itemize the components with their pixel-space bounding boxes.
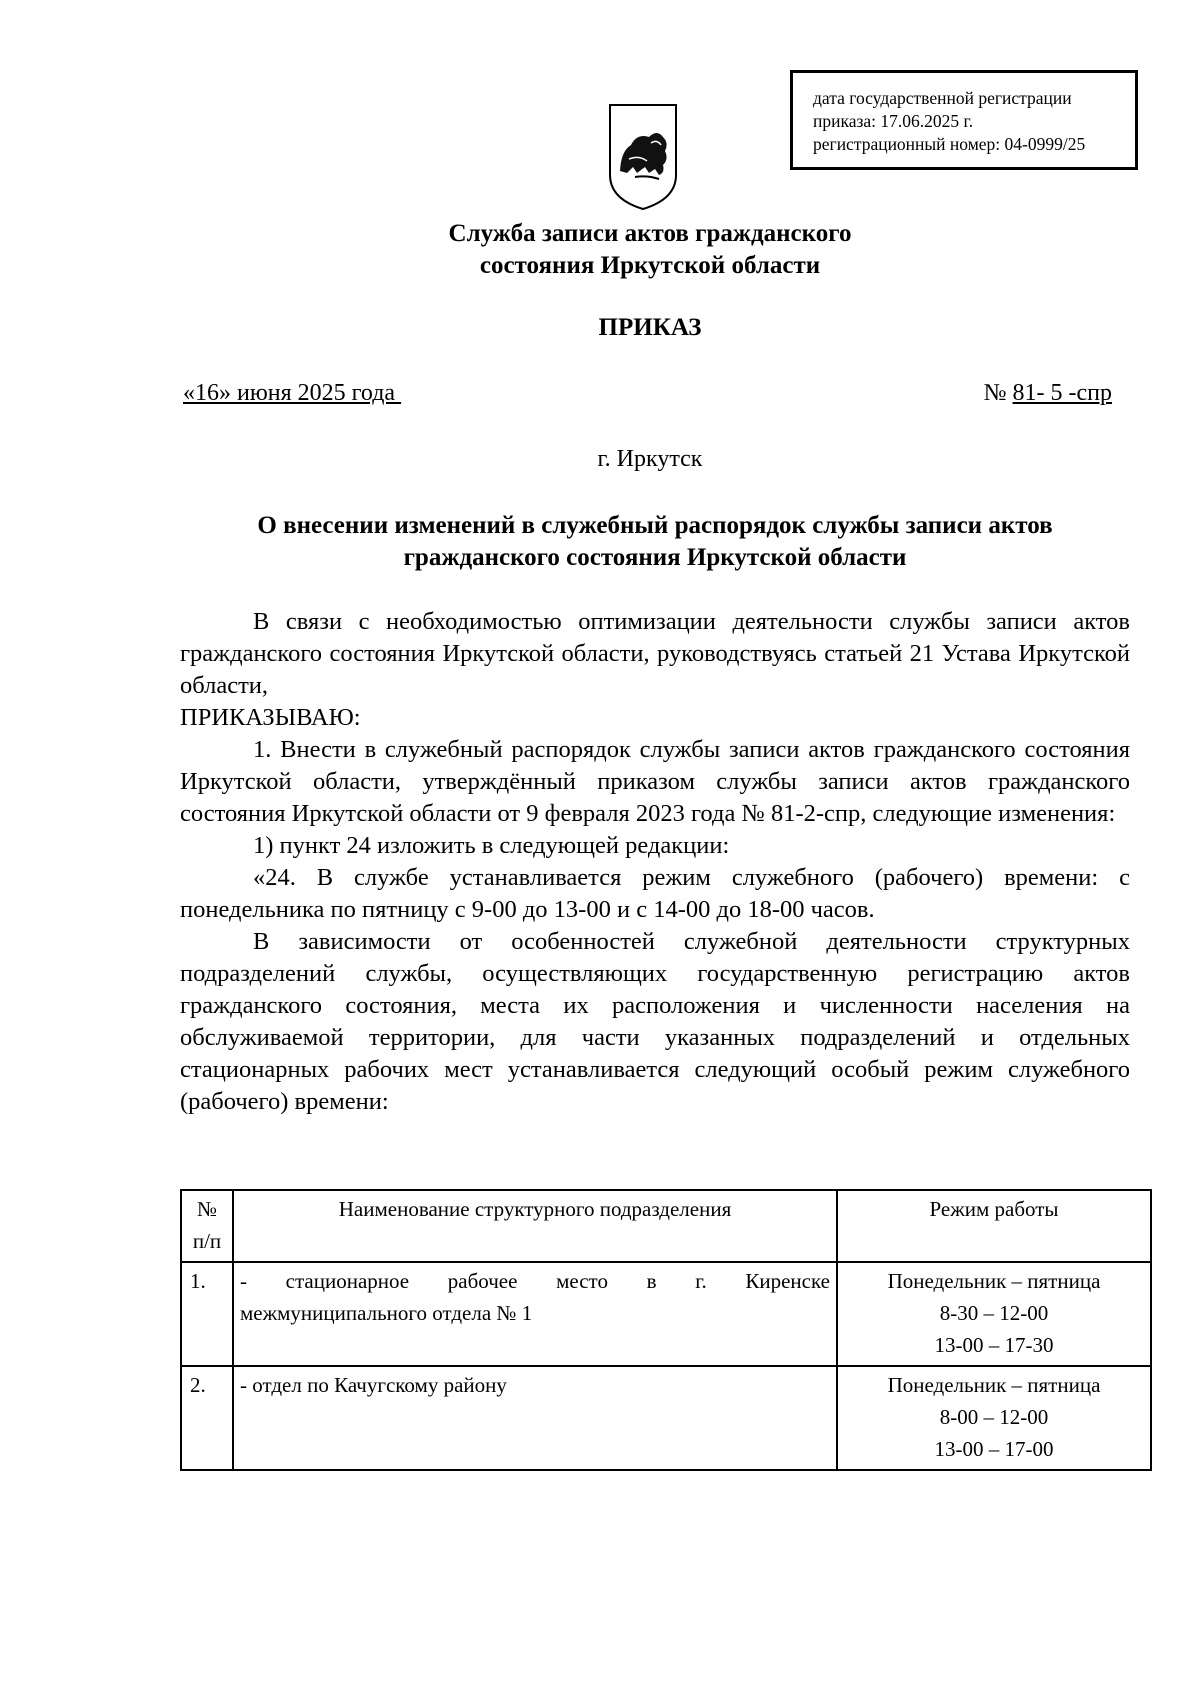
dependence-paragraph: В зависимости от особенностей служебной деятельности структурных подразделений службы, осуществляющих государственную регистрацию актов гражданского состояния, места их расположения и численности населения на обслуживаемой территории, для части указанных подразделений и отдельных стационарных рабочих мест устанавливается следующий особый режим служебного (рабочего) времени: — [180, 928, 1130, 1115]
work-schedule-table — [180, 1189, 1152, 1471]
header-unit-name: Наименование структурного подразделения — [233, 1190, 837, 1262]
header-work-mode: Режим работы — [837, 1190, 1151, 1262]
order-word: ПРИКАЗЫВАЮ: — [180, 704, 361, 731]
point-24-paragraph: «24. В службе устанавливается режим служебного (рабочего) времени: с понедельника по пятницу с 9-00 до 13-00 и с 14-00 до 18-00 часов. — [180, 864, 1130, 923]
row-work-time-1: 8-00 – 12-00 — [939, 1405, 1049, 1429]
order-subject-line-2: гражданского состояния Иркутской области — [403, 544, 907, 571]
registration-stamp — [790, 70, 1138, 170]
row-unit-name-line-2: межмуниципального отдела № 1 — [240, 1301, 533, 1325]
row-work-time-2: 13-00 – 17-00 — [934, 1437, 1054, 1461]
row-work-mode — [837, 1262, 1151, 1366]
item-1-paragraph: 1. Внести в служебный распорядок службы записи актов гражданского состояния Иркутской области, утверждённый приказом службы записи актов гражданского состояния Иркутской области от 9 февраля 2023 года № 81-2-спр, следующие изменения: — [180, 736, 1130, 827]
row-work-time-1: 8-30 – 12-00 — [939, 1301, 1049, 1325]
registration-line-3: регистрационный номер: 04-0999/25 — [813, 134, 1086, 154]
document-type: ПРИКАЗ — [598, 314, 702, 341]
header-number — [181, 1190, 233, 1262]
order-body — [180, 606, 1130, 1118]
row-unit-name-line-1: - отдел по Качугскому району — [240, 1373, 507, 1397]
organization-title-line-1: Служба записи актов гражданского — [448, 220, 852, 247]
order-number — [984, 380, 1112, 407]
table-header-row — [181, 1190, 1151, 1262]
header-number-line-2: п/п — [192, 1229, 222, 1253]
preamble-paragraph: В связи с необходимостью оптимизации деятельности службы записи актов гражданского состояния Иркутской области, руководствуясь статьей 21 Устава Иркутской области, — [180, 608, 1130, 699]
coat-of-arms-icon — [607, 103, 679, 211]
order-number-prefix: № — [983, 380, 1013, 406]
organization-title-line-2: состояния Иркутской области — [479, 252, 821, 279]
table-row — [181, 1366, 1151, 1470]
order-date: «16» июня 2025 года — [183, 380, 402, 406]
row-work-days: Понедельник – пятница — [887, 1373, 1101, 1397]
table-row — [181, 1262, 1151, 1366]
order-subject-line-1: О внесении изменений в служебный распорядок службы записи актов — [257, 512, 1053, 539]
order-number-value: 81- 5 -спр — [1012, 380, 1112, 406]
header-number-line-1: № — [196, 1197, 218, 1221]
row-unit-name — [233, 1366, 837, 1470]
row-unit-name-line-1: - стационарное рабочее место в г. Киренске — [240, 1269, 830, 1293]
organization-title — [0, 218, 1200, 282]
order-subject — [180, 510, 1130, 574]
registration-line-1: дата государственной регистрации — [813, 88, 1072, 108]
subitem-1-paragraph: 1) пункт 24 изложить в следующей редакции: — [253, 832, 730, 859]
registration-line-2: приказа: 17.06.2025 г. — [813, 111, 974, 131]
row-work-time-2: 13-00 – 17-30 — [934, 1333, 1054, 1357]
row-work-mode — [837, 1366, 1151, 1470]
row-number: 1. — [181, 1262, 233, 1366]
row-number: 2. — [181, 1366, 233, 1470]
city: г. Иркутск — [597, 446, 703, 472]
row-unit-name — [233, 1262, 837, 1366]
row-work-days: Понедельник – пятница — [887, 1269, 1101, 1293]
